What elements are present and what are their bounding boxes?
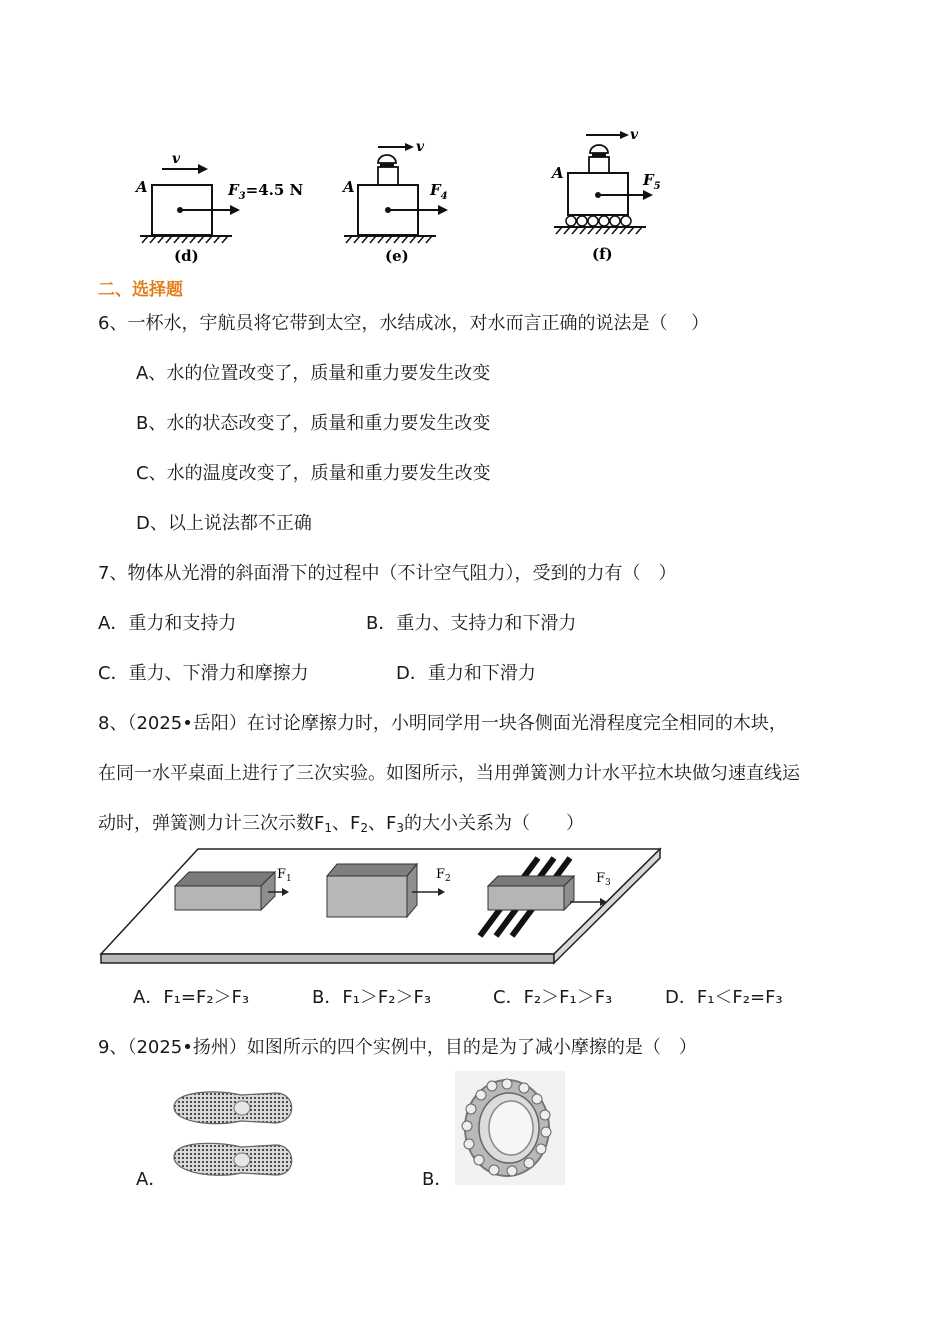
question-8-option-a: A．F₁=F₂＞F₃ <box>133 987 250 1008</box>
figure-f-label: (f) <box>592 245 613 263</box>
svg-text:F1: $F_1$ <box>277 867 292 884</box>
question-6-option-c: C、水的温度改变了，质量和重力要发生改变 <box>136 463 491 484</box>
question-6-option-a: A、水的位置改变了，质量和重力要发生改变 <box>136 363 491 384</box>
question-6-option-d: D、以上说法都不正确 <box>136 513 312 534</box>
shoe-sole-image <box>166 1085 301 1185</box>
velocity-label: v <box>630 127 639 143</box>
friction-experiment-figure <box>98 846 668 970</box>
question-9-option-a-label: A． <box>136 1169 167 1190</box>
svg-text:F3: $F_3$ <box>596 871 611 888</box>
question-6-option-b: B、水的状态改变了，质量和重力要发生改变 <box>136 413 491 434</box>
question-6-stem: 6、一杯水，宇航员将它带到太空，水结成冰，对水而言正确的说法是（ ） <box>98 313 710 334</box>
figure-e <box>330 135 470 270</box>
question-9-stem: 9、（2025•扬州）如图所示的四个实例中，目的是为了减小摩擦的是（ ） <box>98 1037 697 1058</box>
block-label: A <box>343 178 355 196</box>
block-label: A <box>552 164 564 182</box>
question-7-option-b: B．重力、支持力和下滑力 <box>366 613 577 634</box>
svg-text:F3=4.5 N: $F_3=4.5$ N <box>228 181 304 202</box>
question-8-option-d: D．F₁＜F₂=F₃ <box>665 987 783 1008</box>
svg-text:F4: $F_4$ <box>430 181 448 202</box>
figure-d <box>130 145 320 270</box>
question-8-line-1: 8、（2025•岳阳）在讨论摩擦力时，小明同学用一块各侧面光滑程度完全相同的木块， <box>98 713 787 734</box>
ball-bearing-image <box>455 1071 565 1185</box>
svg-text:F5: $F_5$ <box>643 171 661 192</box>
question-8-line-3: 动时，弹簧测力计三次示数$F_1$、$F_2$、$F_3$的大小关系为（ ） <box>98 813 584 835</box>
question-7-option-c: C．重力、下滑力和摩擦力 <box>98 663 309 684</box>
figure-f <box>540 125 680 270</box>
question-8-line-2: 在同一水平桌面上进行了三次实验。如图所示，当用弹簧测力计水平拉木块做匀速直线运 <box>98 763 800 784</box>
question-7-option-a: A．重力和支持力 <box>98 613 237 634</box>
svg-text:F2: $F_2$ <box>436 867 451 884</box>
question-7-stem: 7、物体从光滑的斜面滑下的过程中（不计空气阻力），受到的力有（ ） <box>98 563 677 584</box>
question-8-option-b: B．F₁＞F₂＞F₃ <box>312 987 432 1008</box>
question-8-option-c: C．F₂＞F₁＞F₃ <box>493 987 613 1008</box>
section-title: 二、选择题 <box>98 280 183 300</box>
figure-d-label: (d) <box>174 247 199 265</box>
block-label: A <box>136 178 148 196</box>
velocity-label: v <box>416 139 425 155</box>
question-9-option-b-label: B． <box>422 1169 453 1190</box>
question-7-option-d: D．重力和下滑力 <box>396 663 536 684</box>
velocity-label: v <box>172 151 181 167</box>
figure-e-label: (e) <box>385 247 409 265</box>
